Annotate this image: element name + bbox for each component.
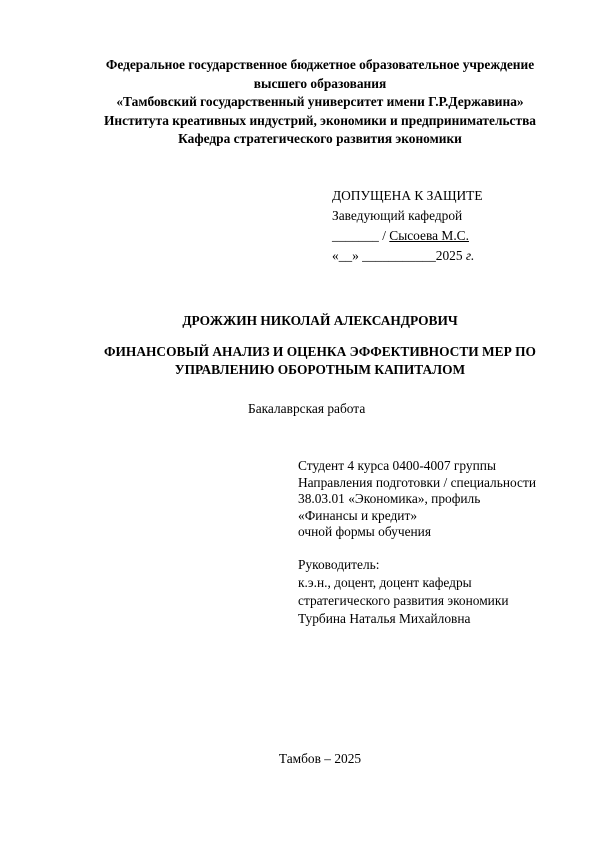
approval-position: Заведующий кафедрой	[332, 208, 463, 223]
approval-block	[332, 186, 483, 266]
supervisor-info-line: стратегического развития экономики	[298, 593, 509, 608]
supervisor-info-line: к.э.н., доцент, доцент кафедры	[298, 575, 472, 590]
header-line-institute: Института креативных индустрий, экономики и предпринимательства	[104, 112, 536, 128]
approval-date-line	[332, 246, 483, 266]
thesis-title	[0, 343, 595, 378]
supervisor-info-line: Руководитель:	[298, 557, 380, 572]
signature-blank: _______	[332, 228, 379, 243]
work-type: Бакалаврская работа	[248, 401, 366, 416]
student-info-line: «Финансы и кредит»	[298, 507, 418, 523]
approval-date: «__» ___________2025	[332, 248, 463, 263]
approval-heading: ДОПУЩЕНА К ЗАЩИТЕ	[332, 188, 483, 203]
signature-separator: /	[378, 228, 390, 243]
institution-header	[60, 56, 580, 149]
supervisor-info	[298, 556, 509, 628]
header-line-education-level: высшего образования	[253, 75, 387, 91]
student-info-line: очной формы обучения	[298, 524, 432, 539]
student-info-line: Студент 4 курса 0400-4007 группы	[298, 458, 496, 473]
header-line-department: Кафедра стратегического развития экономики	[178, 131, 462, 146]
city-year: Тамбов – 2025	[278, 751, 362, 766]
head-of-department-name: Сысоева М.С.	[389, 228, 469, 243]
approval-signature-line	[332, 226, 483, 246]
header-line-ministry: Федеральное государственное бюджетное образовательное учреждение	[105, 57, 535, 72]
thesis-title-line: ФИНАНСОВЫЙ АНАЛИЗ И ОЦЕНКА ЭФФЕКТИВНОСТИ МЕР ПО	[104, 344, 536, 359]
approval-date-suffix: г.	[462, 248, 475, 263]
thesis-title-line: УПРАВЛЕНИЮ ОБОРОТНЫМ КАПИТАЛОМ	[174, 361, 466, 377]
student-info-line: Направления подготовки / специальности	[298, 474, 536, 490]
student-info-line: 38.03.01 «Экономика», профиль	[298, 491, 481, 506]
supervisor-info-line: Турбина Наталья Михайловна	[298, 611, 471, 626]
author-name: ДРОЖЖИН НИКОЛАЙ АЛЕКСАНДРОВИЧ	[182, 313, 458, 328]
student-info	[298, 458, 536, 541]
header-line-university: «Тамбовский государственный университет имени Г.Р.Державина»	[116, 94, 524, 109]
